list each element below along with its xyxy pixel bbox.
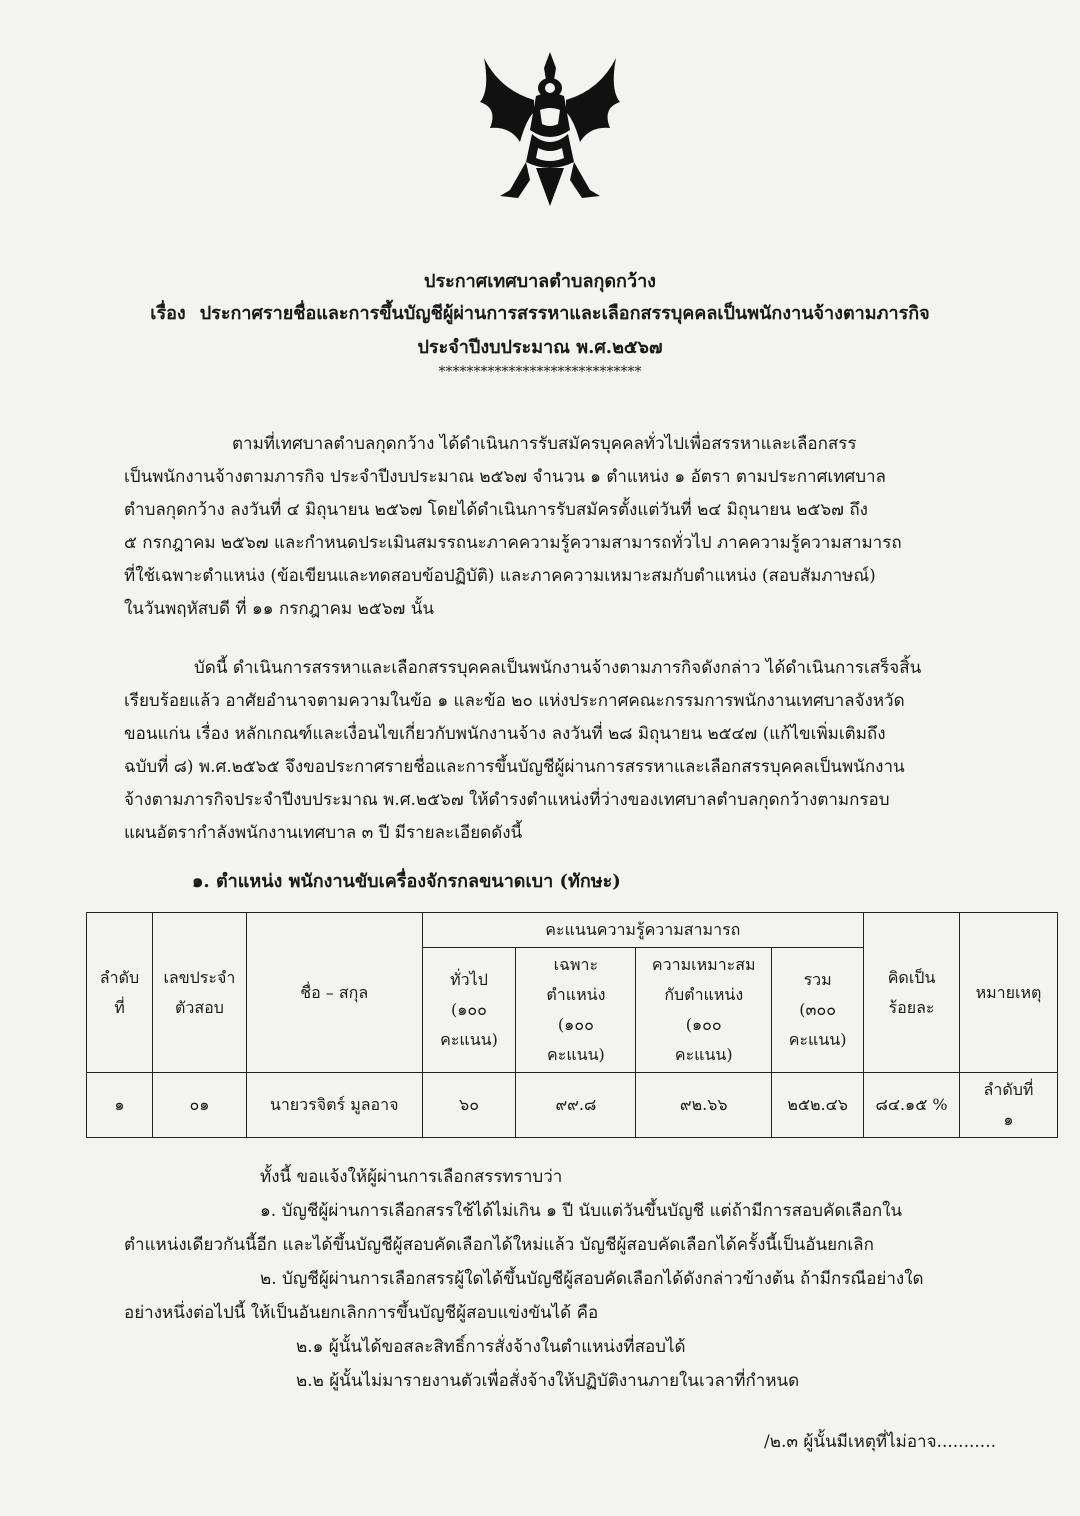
paragraph-line: บัดนี้ ดำเนินการสรรหาและเลือกสรรบุคคลเป็นพนักงานจ้างตามภารกิจดังกล่าว ได้ดำเนินการเสร็จสิ้น [194, 658, 922, 678]
separator-stars: ***************************** [438, 364, 642, 380]
paragraph-1 [124, 428, 1002, 626]
continuation-note: /๒.๓ ผู้นั้นมีเหตุที่ไม่อาจ........... [764, 1432, 996, 1452]
col-name-header: ชื่อ – สกุล [246, 913, 422, 1073]
notes-line: ตำแหน่งเดียวกันนี้อีก และได้ขึ้นบัญชีผู้สอบคัดเลือกได้ใหม่แล้ว บัญชีผู้สอบคัดเลือกได้ครั้งนี้เป็นอันยกเลิก [124, 1235, 874, 1255]
col-specific-header: เฉพาะ ตำแหน่ง (๑๐๐ คะแนน) [516, 948, 636, 1073]
announcement-title: ประกาศเทศบาลตำบลกุดกว้าง [424, 271, 656, 292]
cell-specific: ๙๙.๘ [516, 1073, 636, 1138]
paragraph-line: ในวันพฤหัสบดี ที่ ๑๑ กรกฎาคม ๒๕๖๗ นั้น [124, 599, 434, 619]
results-table [86, 912, 1058, 1138]
notes-line: ทั้งนี้ ขอแจ้งให้ผู้ผ่านการเลือกสรรทราบว่า [260, 1167, 563, 1187]
col-exam-no-header: เลขประจำ ตัวสอบ [152, 913, 246, 1073]
cell-percent: ๘๔.๑๕ % [864, 1073, 960, 1138]
announcement-subject [0, 298, 1080, 327]
subject-label: เรื่อง [150, 303, 186, 324]
paragraph-line: ฉบับที่ ๘) พ.ศ.๒๕๖๕ จึงขอประกาศรายชื่อและการขึ้นบัญชีผู้ผ่านการสรรหาและเลือกสรรบุคคลเป็นพนักงาน [124, 757, 905, 777]
col-score-group-header: คะแนนความรู้ความสามารถ [422, 913, 864, 948]
paragraph-line: ที่ใช้เฉพาะตำแหน่ง (ข้อเขียนและทดสอบข้อปฏิบัติ) และภาคความเหมาะสมกับตำแหน่ง (สอบสัมภาษณ์) [124, 566, 876, 586]
garuda-emblem [470, 50, 630, 210]
paragraph-line: ๕ กรกฎาคม ๒๕๖๗ และกำหนดประเมินสมรรถนะภาคความรู้ความสามารถทั่วไป ภาคความรู้ความสามารถ [124, 533, 902, 553]
paragraph-line: ตำบลกุดกว้าง ลงวันที่ ๔ มิถุนายน ๒๕๖๗ โดยได้ดำเนินการรับสมัครตั้งแต่วันที่ ๒๔ มิถุนายน ๒๕๖๗ ถึง [124, 500, 868, 520]
notes-line: อย่างหนึ่งต่อไปนี้ ให้เป็นอันยกเลิกการขึ้นบัญชีผู้สอบแข่งขันได้ คือ [124, 1303, 599, 1323]
paragraph-line: ตามที่เทศบาลตำบลกุดกว้าง ได้ดำเนินการรับสมัครบุคคลทั่วไปเพื่อสรรหาและเลือกสรร [232, 434, 857, 454]
subject-text: ประกาศรายชื่อและการขึ้นบัญชีผู้ผ่านการสรรหาและเลือกสรรบุคคลเป็นพนักงานจ้างตามภารกิจ [199, 303, 930, 324]
cell-total: ๒๕๒.๔๖ [772, 1073, 864, 1138]
paragraph-line: เป็นพนักงานจ้างตามภารกิจ ประจำปีงบประมาณ ๒๕๖๗ จำนวน ๑ ตำแหน่ง ๑ อัตรา ตามประกาศเทศบาล [124, 467, 886, 487]
notes-line: ๑. บัญชีผู้ผ่านการเลือกสรรใช้ได้ไม่เกิน ๑ ปี นับแต่วันขึ้นบัญชี แต่ถ้ามีการสอบคัดเลือกใน [260, 1201, 903, 1221]
paragraph-line: จ้างตามภารกิจประจำปีงบประมาณ พ.ศ.๒๕๖๗ ให้ดำรงตำแหน่งที่ว่างของเทศบาลตำบลกุดกว้างตามกรอบ [124, 790, 890, 810]
cell-name: นายวรจิตร์ มูลอาจ [246, 1073, 422, 1138]
paragraph-line: เรียบร้อยแล้ว อาศัยอำนาจตามความในข้อ ๑ และข้อ ๒๐ แห่งประกาศคณะกรรมการพนักงานเทศบาลจังหวัด [124, 691, 905, 711]
table-row [87, 1073, 1058, 1138]
notes-line: ๒. บัญชีผู้ผ่านการเลือกสรรผู้ใดได้ขึ้นบัญชีผู้สอบคัดเลือกได้ดังกล่าวข้างต้น ถ้ามีกรณีอย่างใด [260, 1269, 924, 1289]
col-total-header: รวม (๓๐๐ คะแนน) [772, 948, 864, 1073]
cell-general: ๖๐ [422, 1073, 516, 1138]
fiscal-year-line: ประจำปีงบประมาณ พ.ศ.๒๕๖๗ [417, 337, 663, 358]
paragraph-line: ขอนแก่น เรื่อง หลักเกณฑ์และเงื่อนไขเกี่ยวกับพนักงานจ้าง ลงวันที่ ๒๘ มิถุนายน ๒๕๔๗ (แก้ไขเพิ่มเติมถึง [124, 724, 886, 744]
col-remark-header: หมายเหตุ [960, 913, 1058, 1073]
section-title: ๑. ตำแหน่ง พนักงานขับเครื่องจักรกลขนาดเบา (ทักษะ) [192, 871, 621, 892]
notes-section [124, 1160, 1002, 1398]
col-percent-header: คิดเป็น ร้อยละ [864, 913, 960, 1073]
col-general-header: ทั่วไป (๑๐๐ คะแนน) [422, 948, 516, 1073]
col-order-header: ลำดับ ที่ [87, 913, 153, 1073]
paragraph-line: แผนอัตรากำลังพนักงานเทศบาล ๓ ปี มีรายละเอียดดังนี้ [124, 823, 523, 843]
table-header-row [87, 913, 1058, 948]
notes-line: ๒.๑ ผู้นั้นได้ขอสละสิทธิ์การสั่งจ้างในตำแหน่งที่สอบได้ [296, 1337, 686, 1357]
cell-exam-no: ๐๑ [152, 1073, 246, 1138]
paragraph-2 [124, 652, 1002, 850]
cell-remark: ลำดับที่ ๑ [960, 1073, 1058, 1138]
notes-line: ๒.๒ ผู้นั้นไม่มารายงานตัวเพื่อสั่งจ้างให้ปฏิบัติงานภายในเวลาที่กำหนด [296, 1371, 800, 1391]
cell-suitability: ๙๒.๖๖ [636, 1073, 772, 1138]
cell-order: ๑ [87, 1073, 153, 1138]
col-suitability-header: ความเหมาะสม กับตำแหน่ง (๑๐๐ คะแนน) [636, 948, 772, 1073]
